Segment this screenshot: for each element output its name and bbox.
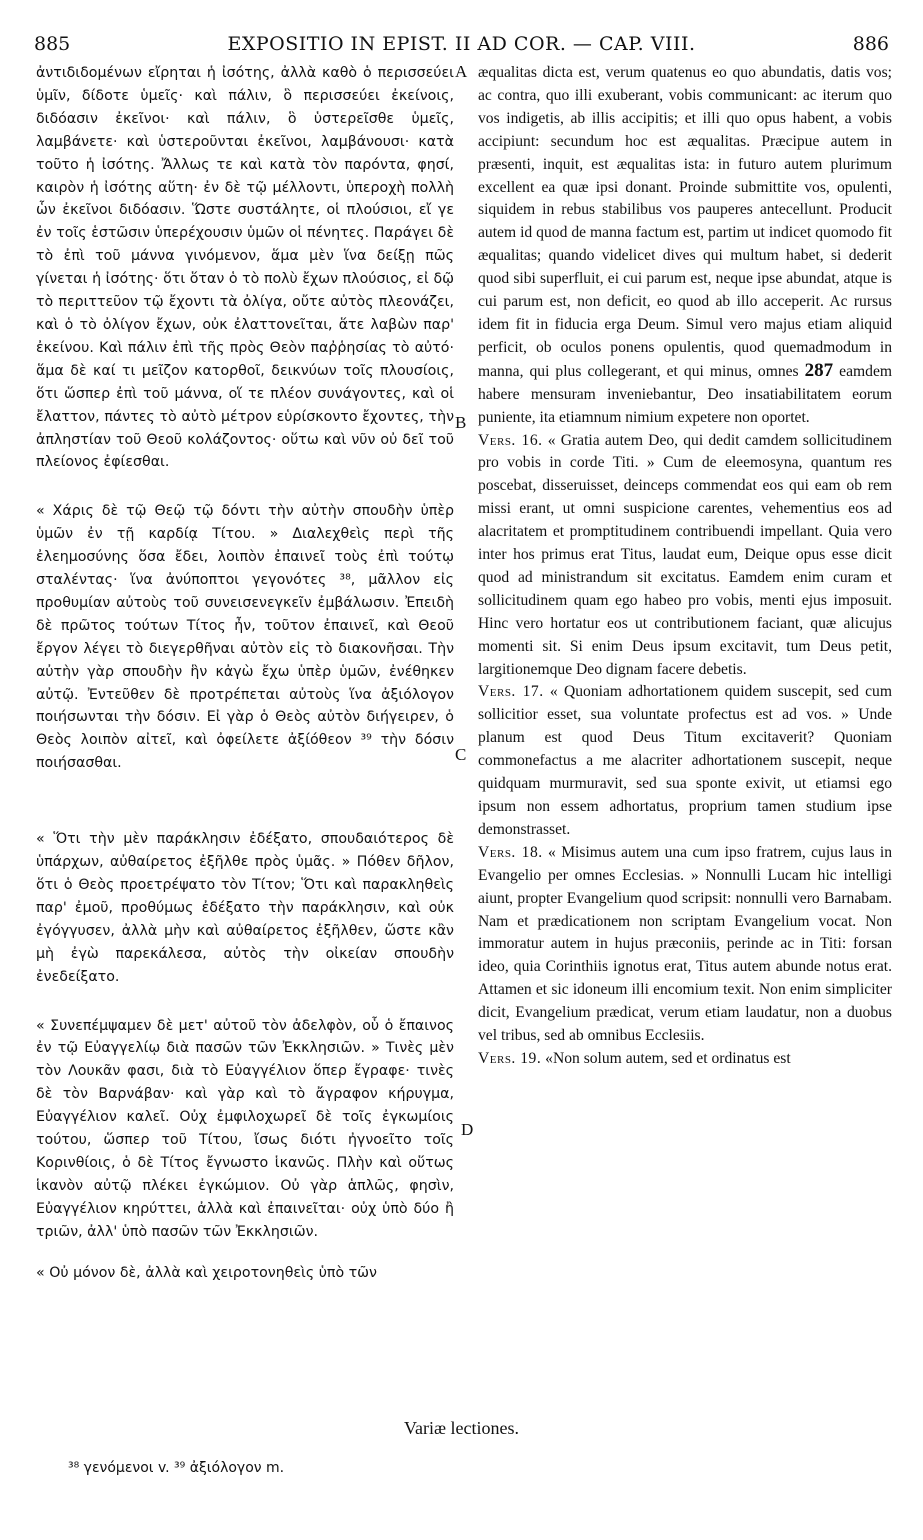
latin-text-1a: æqualitas dicta est, verum quatenus eo quo abundatis, datis vos; ac contra, quo illi exuberant, vobis communicant: ac iterum quo vos indigetis, ab illis accipitis; et illi quo opus habent, a vobis accipiunt: secundum hoc est æqualitas. Præcipue autem in præsenti, inquit, est æqualitas ista: in futuro autem plurimum excellent ea quæ ipsi donant. Proinde submittite vos, opulenti, siquidem in rebus stabilibus vos pauperes antecellunt. Producit autem id quod de manna factum est, partim ut indicet quomodo fit æqualitas; quando videlicet dives qui multum habet, si dederit quod sibi superfluit, ei cui parum est, neque ipse abundat, atque is cui parum est, non deficit, eo quod ab illo acceperit. Ac rursus idem fit in fiducia erga Deum. Simul vero majus etiam aliquid perficit, ob oculos ponens opulentis, quod quemadmodum in manna, qui plus collegerant, et qui minus, omnes [478,64,892,380]
page-number-left: 885 [34,33,71,55]
latin-text-1b: eamdem habere mensuram inveniebantur, Deo insatiabilitatem eorum puniente, ita etiamnum nimium expetere non oportet. [478,362,892,426]
greek-column [36,62,454,1285]
margin-letter-b: B [455,413,467,432]
latin-vers-16 [478,430,892,682]
vers-16-text: « Gratia autem Deo, qui dedit camdem sollicitudinem pro vobis in corde Titi. » Cum de eleemosyna, quantum res poscebat, disseruisset, deinceps commendat eos qui eam ob rem missi erant, ut omni suspicione carentes, vehementius eos ad alacritatem et promptitudinem contribuendi impellant. Quia vero inter hos primus erat Titus, laudat eum, Deique opus esse dicit quod ad ministrandum sit excitatus. Eamdem enim curam et sollicitudinem quam ego habeo pro vobis, menti ejus imposuit. Hinc vero hortatur eos ut contributionem faciant, quæ alicujus momenti sit. Si enim Deus ipsum excitavit, tum Deus petit, largitionemque Deo dignam facere debetis. [478,431,892,678]
latin-paragraph-1 [478,62,892,430]
variae-lectiones-heading: Variæ lectiones. [404,1418,519,1438]
greek-paragraph-3: « Ὅτι τὴν μὲν παράκλησιν ἐδέξατο, σπουδαιότερος δὲ ὑπάρχων, αὐθαίρετος ἐξῆλθε πρὸς ὑμᾶς. » Πόθεν δῆλον, ὅτι ὁ Θεὸς προετρέψατο τὸν Τίτον; Ὅτι καὶ παρακληθεὶς παρ' ἐμοῦ, προθύμως ἐδέξατο τὴν παράκλησιν, καὶ οὐκ ἐγόγγυσεν, ἀλλὰ μὴν καὶ αὐθαίρετος ἐξῆλθεν, ὥστε κἂν μὴ ἐγὼ παρεκάλεσα, αὐτὸς τὴν οἰκείαν σπουδὴν ἐνεδείξατο. [36,831,454,985]
inline-page-number: 287 [804,359,834,381]
margin-letter-c: C [455,745,467,764]
margin-letter-a: A [455,62,468,81]
greek-paragraph-1: ἀντιδιδομένων εἴρηται ἡ ἰσότης, ἀλλὰ καθὸ ὁ περισσεύει ὑμῖν, δίδοτε ὑμεῖς· καὶ πάλιν, ὃ περισσεύει ἐκείνοις, διδόασιν ἐκεῖνοι· καὶ πάλιν, ὃ ὑστερεῖσθε ὑμεῖς, λαμβάνετε· καὶ ὑστεροῦνται ἐκεῖνοι, λαμβάνουσι· κατὰ τοῦτο ἡ ἰσότης. Ἄλλως τε καὶ κατὰ τὸν παρόντα, φησί, καιρὸν ἡ ἰσότης αὕτη· ἐν δὲ τῷ μέλλοντι, ὑπεροχὴ πολλὴ ὧν ἐκεῖνοι διδόασιν. Ὥστε συστάλητε, οἱ πλούσιοι, εἴ γε ἐν τοῖς ἑστῶσιν ὑπερέχουσιν ὑμῶν οἱ πένητες. Παράγει δὲ τὸ ἐπὶ τοῦ μάννα γινόμενον, ἅμα μὲν ἵνα δείξῃ πῶς γίνεται ἡ ἰσότης· ὅτι ὅταν ὁ τὸ πολὺ ἔχων πλούσιος, εἰ δῷ τὸ περιττεῦον τῷ ἔχοντι τὰ ὀλίγα, οὔτε αὐτὸς πλεονάζει, καὶ ὁ τὸ ὀλίγον ἔχων, οὐκ ἐλαττονεῖται, ἅτε λαβὼν παρ' ἐκείνου. Καὶ πάλιν ἐπὶ τῆς πρὸς Θεὸν παῤῥησίας τὸ αὐτό· ἅμα δὲ καί τι μεῖζον κατορθοῖ, δεικνύων τοῖς πλουσίοις, ὅτι ὥσπερ ἐπὶ τοῦ μάννα, οἵ τε πλέον συνάγοντες, καὶ οἱ ἔλαττον, πάντες τὸ αὐτὸ μέτρον εὑρίσκοντο ἔχοντες, τὴν ἀπληστίαν τοῦ Θεοῦ κολάζοντος· οὕτω καὶ νῦν οὐ δεῖ τοῦ πλείονος ἐφίεσθαι. [36,65,454,471]
latin-vers-17 [478,681,892,841]
vers-16-label: Vers. 16. [478,431,543,449]
vers-19-text: «Non solum autem, sed et ordinatus est [545,1049,791,1067]
latin-vers-18 [478,842,892,1048]
variae-lectiones-notes: ³⁸ γενόμενοι v. ³⁹ ἀξιόλογον m. [68,1460,285,1476]
margin-letter-d: D [461,1120,474,1139]
vers-19-label: Vers. 19. [478,1049,542,1067]
greek-paragraph-5: « Οὐ μόνον δὲ, ἀλλὰ καὶ χειροτονηθεὶς ὑπὸ τῶν [36,1264,377,1281]
greek-paragraph-2: « Χάρις δὲ τῷ Θεῷ τῷ δόντι τὴν αὐτὴν σπουδὴν ὑπὲρ ὑμῶν ἐν τῇ καρδίᾳ Τίτου. » Διαλεχθεὶς περὶ τῆς ἐλεημοσύνης ὅσα ἔδει, λοιπὸν ἐπαινεῖ τοὺς ἐπὶ τούτῳ σταλέντας· ἵνα ἀνύποπτοι γεγονότες ³⁸, μᾶλλον εἰς προθυμίαν αὐτοὺς τοῦ συνεισενεγκεῖν ἐμβάλωσιν. Ἐπειδὴ δὲ πρῶτος τούτων Τίτος ἦν, τοῦτον ἐπαινεῖ, καὶ Θεοῦ ἔργον λέγει τὸ διεγερθῆναι αὐτὸν εἰς τὸ διακονῆσαι. Τὴν αὐτὴν γὰρ σπουδὴν ἣν κἀγὼ ἔχω ὑπὲρ ὑμῶν, ἐνέθηκεν αὐτῷ. Ἐντεῦθεν δὲ προτρέπεται αὐτοὺς ἵνα ἀξιόλογον ποιήσωνται τὴν δόσιν. Εἰ γὰρ ὁ Θεὸς αὐτὸν διήγειρεν, ὁ Θεὸς λοιπὸν αἰτεῖ, καὶ ὀφείλετε ἀξίόθεον ³⁹ τὴν δόσιν ποιήσασθαι. [36,503,454,772]
greek-paragraph-4: « Συνεπέμψαμεν δὲ μετ' αὐτοῦ τὸν ἀδελφὸν, οὗ ὁ ἔπαινος ἐν τῷ Εὐαγγελίῳ διὰ πασῶν τῶν Ἐκκλησιῶν. » Τινὲς μὲν τὸν Λουκᾶν φασι, διὰ τὸ Εὐαγγέλιον ὅπερ ἔγραφε· τινὲς δὲ τὸν Βαρνάβαν· καὶ γὰρ καὶ τὸ ἄγραφον κήρυγμα, Εὐαγγέλιον καλεῖ. Οὐχ ἐμφιλοχωρεῖ δὲ τοῖς ἐγκωμίοις τούτου, ὥσπερ τοῦ Τίτου, ἴσως διότι ἠγνοεῖτο τοῖς Κορινθίοις, ὁ δὲ Τίτος ἔγνωστο ἱκανῶς. Πλὴν καὶ οὕτως ἱκανὸν αὐτῷ πλέκει ἐγκώμιον. Οὐ γὰρ ἁπλῶς, φησὶν, Εὐαγγέλιον κηρύττει, ἀλλὰ καὶ ἐπαινεῖται· οὐχ ὑπὸ δύο ἢ τριῶν, ἀλλ' ὑπὸ πασῶν τῶν Ἐκκλησιῶν. [36,1017,454,1240]
running-title: EXPOSITIO IN EPIST. II AD COR. — CAP. VIII. [227,33,696,55]
running-header [0,33,923,55]
page-number-right: 886 [852,33,889,55]
vers-17-label: Vers. 17. [478,683,544,701]
latin-column [478,62,892,1071]
vers-18-label: Vers. 18. [478,843,543,861]
latin-vers-19 [478,1048,892,1071]
vers-17-text: « Quoniam adhortationem quidem suscepit, sed cum sollicitior esset, sua voluntate profectus est ad vos. » Unde planum est quod Deus Titum excitaverit? Quoniam commonefactus a me alacriter adhortationem suscepit, neque quidquam murmuravit, sed sua sponte exivit, ut etiamsi ego ipsum non essem adhortatus, proprium tamen studium ipse demonstrasset. [478,683,892,838]
vers-18-text: « Misimus autem una cum ipso fratrem, cujus laus in Evangelio per omnes Ecclesias. » Nonnulli Lucam hic intelligi aiunt, propter Evangelium quod scripsit: nonnulli vero Barnabam. Nam et prædicationem non scriptam Evangelium vocat. Non immoratur autem in hujus præconiis, perinde ac in Titi: forsan ideo, quia Corinthiis ignotus erat, Titus autem abunde notus erat. Attamen et sic idoneum illi encomium texit. Non enim simpliciter dicit, Evangelium prædicat, verum etiam laudatur, non a duobus vel tribus, sed ab omnibus Ecclesiis. [478,843,892,1045]
